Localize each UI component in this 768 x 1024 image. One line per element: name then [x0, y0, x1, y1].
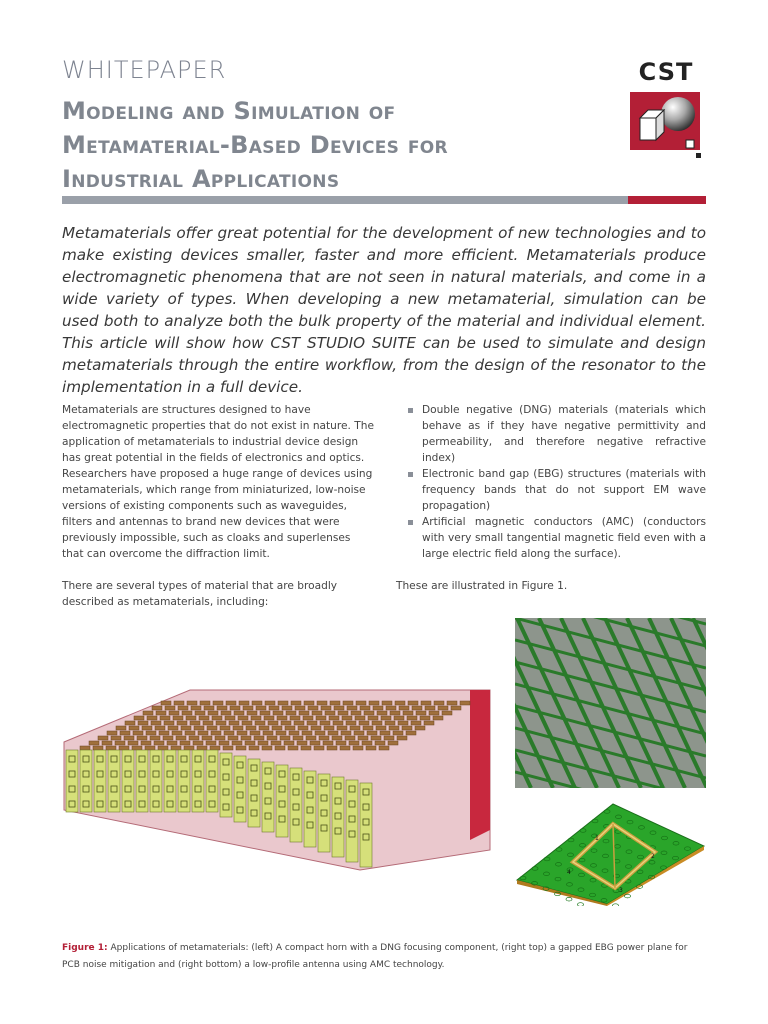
header-rule-gray	[62, 196, 628, 204]
abstract: Metamaterials offer great potential for the development of new technologies and to make existing devices smaller, faster and more efficient. Metamaterials produce electromagnetic phenomena that are not seen in natural materials, and come in a wide variety of types. When developing a new metamaterial, simulation can be used both to analyze both the bulk property of the material and individual element. This article will show how CST STUDIO SUITE can be used to simulate and design metamaterials through the entire workflow, from the design of the resonator to the implementation in a full device.	[62, 224, 706, 396]
amc-port-3: 3	[619, 887, 623, 894]
header-rule-red	[628, 196, 706, 204]
bullet-square-icon	[408, 408, 413, 413]
title-line-3: Industrial Applications	[62, 165, 340, 193]
intro-paragraph: Metamaterials are structures designed to have electromagnetic properties that do not exist in nature. The application of metamaterials to industrial device design has great potential in the fields of electronics and optics. Researchers have proposed a huge range of devices using metamaterials, which range from miniaturized, low-noise versions of existing components such as waveguides, filters and antennas to brand new devices that were previously impossible, such as cloaks and superlenses that can overcome the diffraction limit.	[62, 404, 374, 560]
figure-reference: These are illustrated in Figure 1.	[396, 580, 568, 592]
list-item	[396, 466, 706, 514]
body-left-column	[62, 402, 374, 626]
list-item	[396, 514, 706, 562]
metamaterial-types-list	[396, 402, 706, 562]
logo-text: CST	[638, 58, 694, 86]
cst-logo	[626, 58, 706, 162]
figure-caption	[62, 940, 706, 974]
title-line-2: Metamaterial-Based Devices for	[62, 131, 448, 159]
title-line-1: Modeling and Simulation of	[62, 97, 396, 125]
horn-back-plate	[470, 690, 490, 840]
logo-emblem	[626, 58, 706, 162]
amc-port-1: 1	[595, 835, 599, 842]
bullet-text-amc: Artificial magnetic conductors (AMC) (conductors with very small tangential magnetic field even with a large electric field along the surface).	[422, 516, 706, 560]
list-item	[396, 402, 706, 466]
caption-label: Figure 1:	[62, 943, 108, 953]
document-type: WHITEPAPER	[62, 56, 227, 84]
figure-horn-dng	[60, 680, 500, 880]
bullet-text-dng: Double negative (DNG) materials (materials which behave as if they have negative permittivity and permeability, and therefore negative refractive index)	[422, 404, 706, 464]
page-title	[62, 94, 602, 196]
body-right-column	[396, 402, 706, 594]
bullet-square-icon	[408, 472, 413, 477]
amc-port-2: 2	[651, 853, 655, 860]
amc-port-4: 4	[567, 869, 571, 876]
figure-amc-antenna	[515, 800, 706, 906]
types-paragraph: There are several types of material that are broadly described as metamaterials, including:	[62, 580, 338, 608]
bullet-text-ebg: Electronic band gap (EBG) structures (materials with frequency bands that do not support EM wave propagation)	[422, 468, 706, 512]
caption-text: Applications of metamaterials: (left) A compact horn with a DNG focusing component, (right top) a gapped EBG power plane for PCB noise mitigation and (right bottom) a low-profile antenna using AMC technology.	[62, 943, 688, 970]
figure-ebg-plane	[515, 618, 706, 788]
bullet-square-icon	[408, 520, 413, 525]
